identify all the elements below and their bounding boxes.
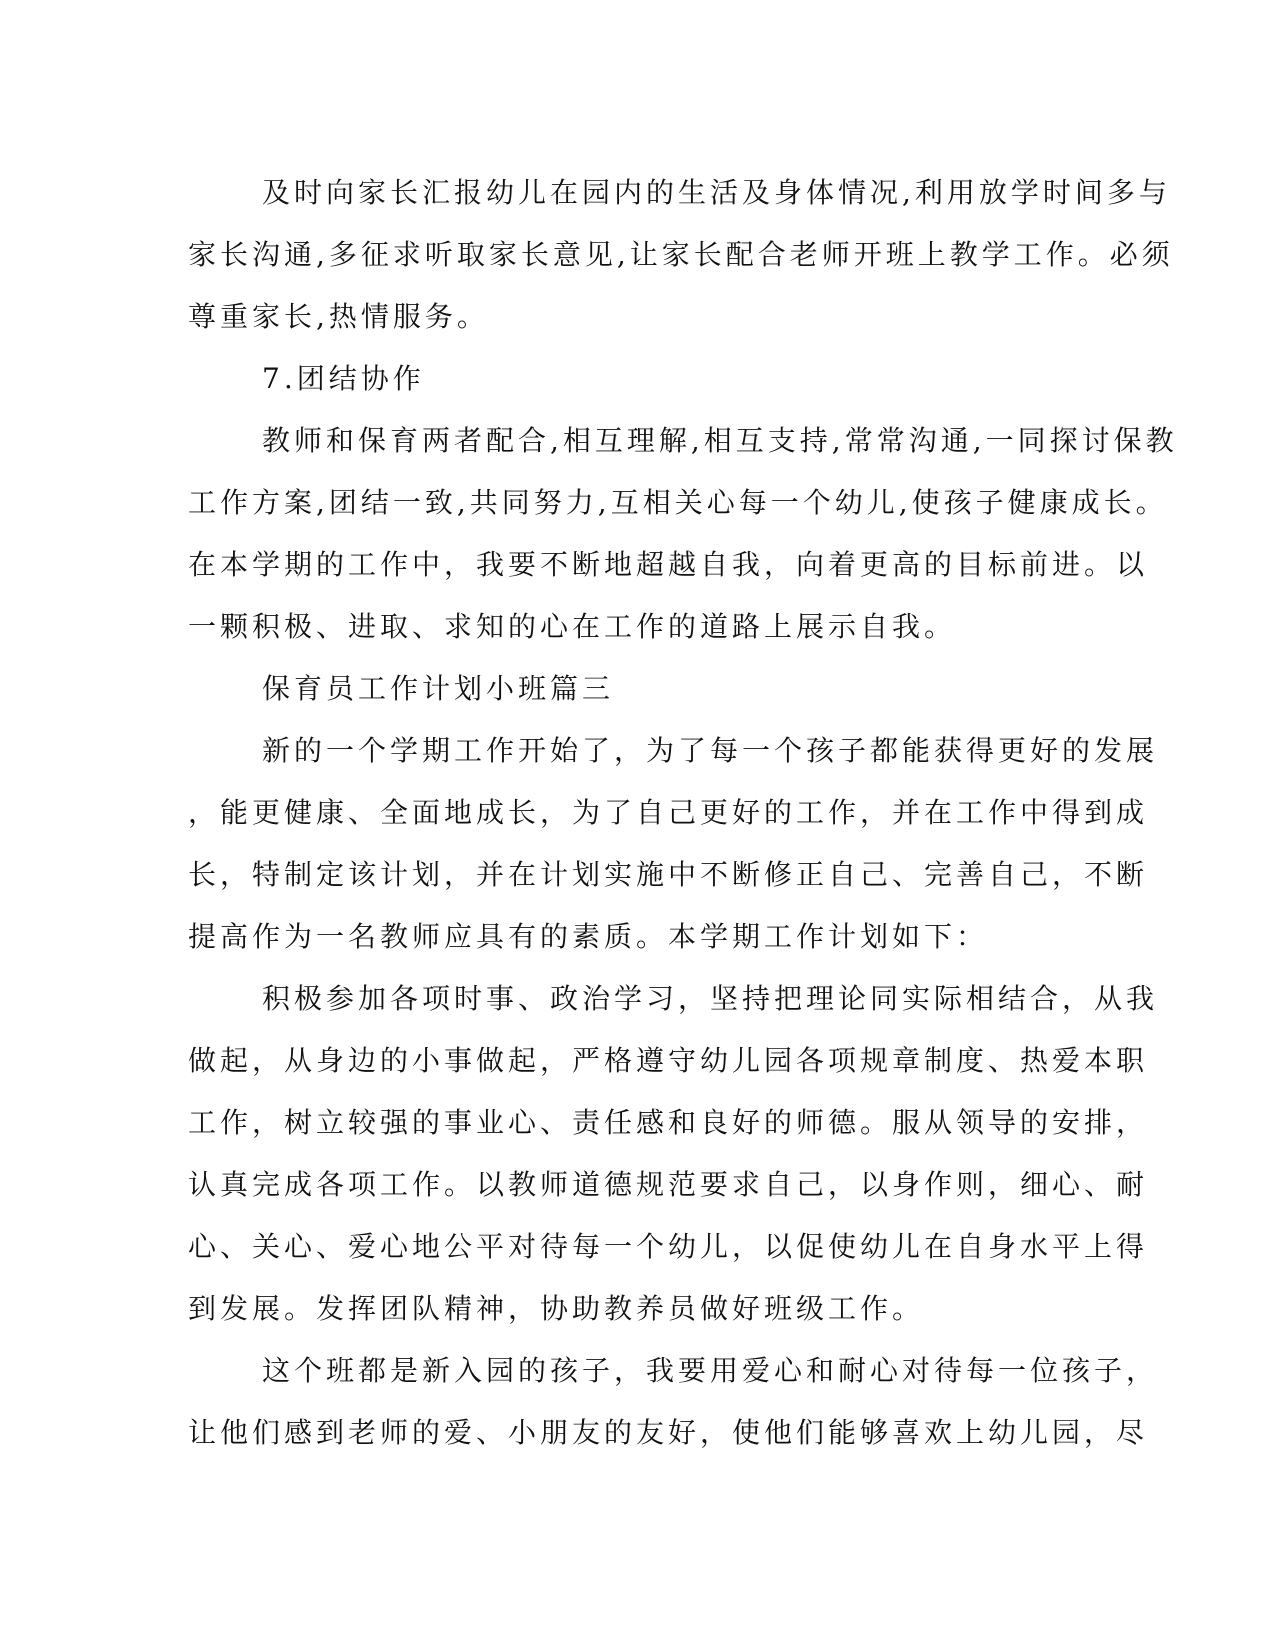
heading-text: 保育员工作计划小班篇三 xyxy=(262,672,615,705)
document-body xyxy=(188,162,1178,1464)
text-line: 做起，从身边的小事做起，严格遵守幼儿园各项规章制度、热爱本职 xyxy=(188,1044,1149,1077)
text-line: 积极参加各项时事、政治学习，坚持把理论同实际相结合，从我 xyxy=(262,982,1159,1015)
text-line: ，能更健康、全面地成长，为了自己更好的工作，并在工作中得到成 xyxy=(188,796,1149,829)
section-heading-teamwork xyxy=(188,348,1068,410)
text-line: 在本学期的工作中，我要不断地超越自我，向着更高的目标前进。以 xyxy=(188,548,1149,581)
text-line: 让他们感到老师的爱、小朋友的友好，使他们能够喜欢上幼儿园，尽 xyxy=(188,1416,1149,1449)
paragraph-teamwork xyxy=(188,410,1178,658)
text-line: 认真完成各项工作。以教师道德规范要求自己，以身作则，细心、耐 xyxy=(188,1168,1149,1201)
text-line: 长，特制定该计划，并在计划实施中不断修正自己、完善自己，不断 xyxy=(188,858,1149,891)
text-line: 及时向家长汇报幼儿在园内的生活及身体情况,利用放学时间多与 xyxy=(262,176,1171,209)
heading-text: 7.团结协作 xyxy=(262,362,425,395)
section-heading-part-three xyxy=(188,658,1068,720)
text-line: 工作方案,团结一致,共同努力,互相关心每一个幼儿,使孩子健康成长。 xyxy=(188,486,1168,519)
text-line: 家长沟通,多征求听取家长意见,让家长配合老师开班上教学工作。必须 xyxy=(188,238,1174,271)
text-line: 这个班都是新入园的孩子，我要用爱心和耐心对待每一位孩子， xyxy=(262,1354,1159,1387)
text-line: 工作，树立较强的事业心、责任感和良好的师德。服从领导的安排， xyxy=(188,1106,1149,1139)
text-line: 一颗积极、进取、求知的心在工作的道路上展示自我。 xyxy=(188,610,957,643)
text-line: 到发展。发挥团队精神，协助教养员做好班级工作。 xyxy=(188,1292,925,1325)
text-line: 提高作为一名教师应具有的素质。本学期工作计划如下： xyxy=(188,920,989,953)
paragraph-new-semester xyxy=(188,720,1159,968)
text-line: 尊重家长,热情服务。 xyxy=(188,300,489,333)
text-line: 心、关心、爱心地公平对待每一个幼儿，以促使幼儿在自身水平上得 xyxy=(188,1230,1149,1263)
paragraph-political-study xyxy=(188,968,1159,1340)
text-line: 新的一个学期工作开始了，为了每一个孩子都能获得更好的发展 xyxy=(262,734,1159,767)
paragraph-parent-communication xyxy=(188,162,1174,348)
paragraph-new-children xyxy=(188,1340,1159,1464)
text-line: 教师和保育两者配合,相互理解,相互支持,常常沟通,一同探讨保教 xyxy=(262,424,1178,457)
